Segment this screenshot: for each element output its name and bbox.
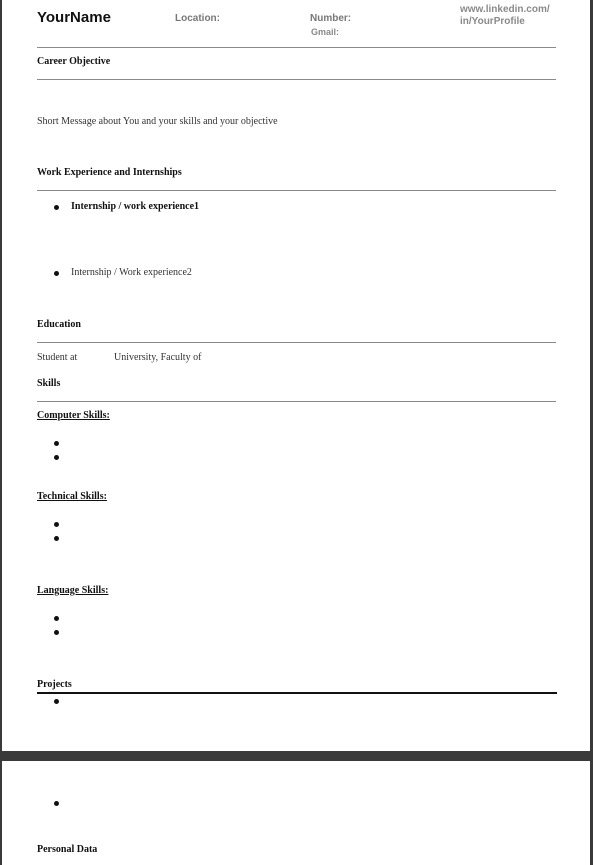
bullet	[54, 616, 59, 621]
name-heading: YourName	[37, 9, 111, 26]
bullet	[54, 522, 59, 527]
bullet	[54, 630, 59, 635]
career-objective-heading: Career Objective	[37, 56, 111, 67]
skills-heading: Skills	[37, 378, 61, 389]
computer-skills-heading: Computer Skills:	[37, 410, 110, 421]
education-university: University, Faculty of	[114, 352, 202, 363]
bullet	[54, 699, 59, 704]
resume-page-2	[2, 761, 590, 865]
work-item-1: Internship / work experience1	[71, 201, 200, 212]
bullet	[54, 455, 59, 460]
language-skills-heading: Language Skills:	[37, 585, 109, 596]
technical-skills-heading: Technical Skills:	[37, 491, 107, 502]
bullet	[54, 205, 59, 210]
divider	[37, 692, 557, 694]
work-item-2: Internship / Work experience2	[71, 267, 192, 278]
resume-page-1	[2, 0, 590, 751]
bullet	[54, 801, 59, 806]
education-student-at: Student at	[37, 352, 78, 363]
linkedin-line-2: in/YourProfile	[460, 16, 525, 27]
education-heading: Education	[37, 319, 81, 330]
location-label: Location:	[175, 13, 220, 24]
divider	[37, 47, 556, 48]
linkedin-link[interactable]	[460, 4, 550, 28]
gmail-label: Gmail:	[311, 27, 340, 37]
divider	[37, 79, 556, 80]
linkedin-line-1: www.linkedin.com/	[460, 4, 550, 15]
bullet	[54, 441, 59, 446]
divider	[37, 342, 556, 343]
bullet	[54, 536, 59, 541]
career-message: Short Message about You and your skills and your objective	[37, 116, 278, 127]
projects-heading: Projects	[37, 679, 72, 690]
divider	[37, 190, 556, 191]
divider	[37, 401, 556, 402]
work-experience-heading: Work Experience and Internships	[37, 167, 182, 178]
number-label: Number:	[310, 13, 352, 24]
bullet	[54, 271, 59, 276]
personal-data-heading: Personal Data	[37, 844, 98, 855]
